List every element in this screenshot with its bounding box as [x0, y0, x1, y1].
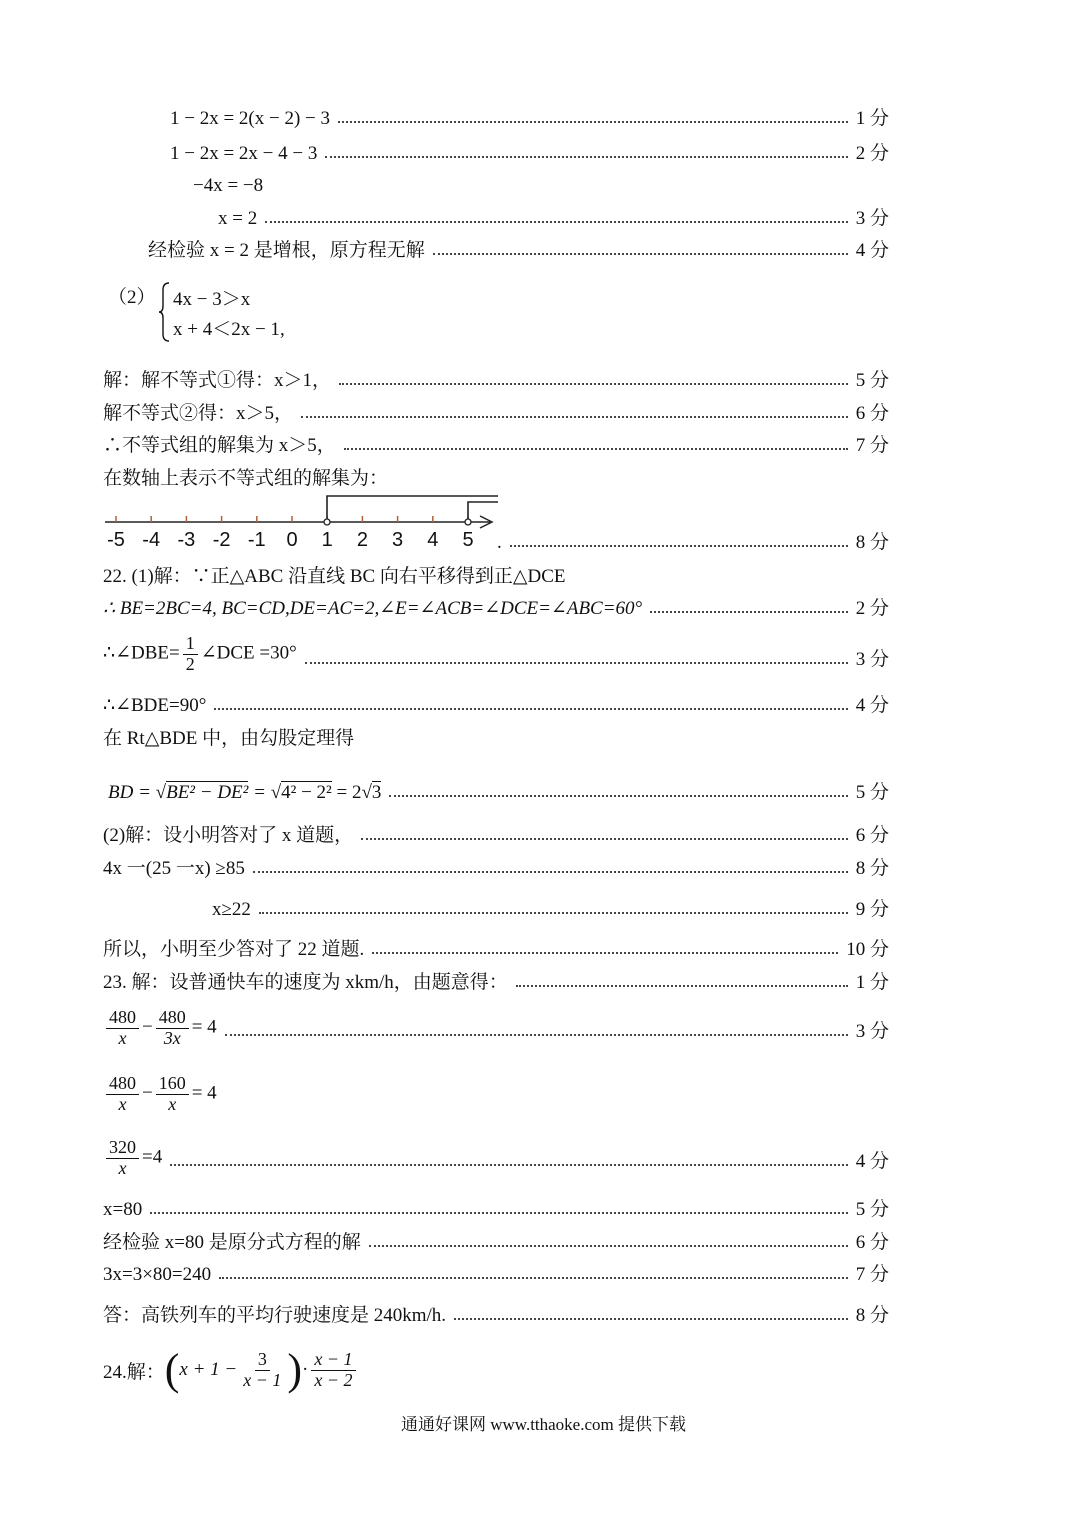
- operator: −: [142, 1016, 153, 1038]
- eq-line: [103, 1130, 889, 1186]
- tick-label: 0: [286, 529, 298, 551]
- dot-leader: [305, 662, 848, 664]
- eq-text: 1 − 2x = 2(x − 2) − 3: [170, 108, 331, 129]
- radicand: BE² − DE²: [166, 782, 249, 803]
- tick-label: -3: [177, 529, 196, 551]
- denominator: 2: [185, 653, 195, 674]
- dot-leader: [214, 708, 847, 710]
- tick-label: -2: [212, 529, 231, 551]
- eq-line: [103, 1066, 889, 1122]
- tick-label: -5: [107, 529, 125, 551]
- dot-leader: [516, 985, 848, 987]
- dot-leader: [433, 253, 848, 255]
- eq-line: [103, 1189, 889, 1221]
- eq-text: [103, 1008, 217, 1049]
- score: 5 分: [855, 782, 889, 803]
- score: 2 分: [855, 598, 889, 619]
- eq-line: [103, 556, 889, 588]
- inequality-system: [108, 282, 285, 340]
- sqrt-icon: √: [155, 782, 167, 803]
- eq-text: ∴ BE=2BC=4, BC=CD,DE=AC=2,∠E=∠ACB=∠DCE=∠ABC=60°: [103, 598, 643, 619]
- score: 8 分: [855, 1305, 889, 1326]
- eq-text: x = 2: [218, 208, 258, 229]
- tick-label: 3: [392, 529, 404, 551]
- score: 5 分: [855, 1199, 889, 1220]
- sqrt-icon: √: [270, 782, 282, 803]
- eq-line: [108, 768, 889, 804]
- left-paren-icon: (: [164, 1345, 180, 1394]
- numerator: x − 1: [311, 1350, 355, 1371]
- eq-line: [103, 962, 889, 994]
- eq-text: −4x = −8: [193, 175, 264, 196]
- numerator: 1: [183, 634, 198, 655]
- eq-line: [103, 815, 889, 847]
- period: .: [497, 532, 502, 553]
- eq-line: [103, 1254, 889, 1286]
- eq-line: [170, 133, 889, 165]
- radicand: 3: [371, 782, 382, 803]
- tick-label: 5: [462, 529, 474, 551]
- eq-line: [103, 718, 889, 750]
- eq-rhs: = 4: [191, 1016, 217, 1038]
- dot-leader: [253, 871, 848, 873]
- dot-leader: [325, 156, 847, 158]
- dot-leader: [219, 1277, 848, 1279]
- dot-leader: [510, 545, 848, 547]
- eq-text: 所以，小明至少答对了 22 道题.: [103, 939, 365, 960]
- eq-line: [193, 165, 493, 197]
- score: 4 分: [855, 695, 889, 716]
- eq-text: 解不等式②得：x＞5，: [103, 403, 294, 424]
- denominator: x − 2: [314, 1369, 353, 1390]
- eq-line: [497, 522, 889, 554]
- eq-text: ∴∠BDE=90°: [103, 695, 207, 716]
- eq-text: 答：高铁列车的平均行驶速度是 240km/h.: [103, 1305, 447, 1326]
- fraction: [311, 1350, 355, 1391]
- eq-line: [103, 588, 889, 620]
- eq-text: 在 Rt△BDE 中，由勾股定理得: [103, 728, 355, 749]
- score: 5 分: [855, 370, 889, 391]
- part-label: （2）: [108, 287, 156, 308]
- eq-text: 经检验 x = 2 是增根，原方程无解: [148, 240, 425, 261]
- score: 3 分: [855, 1021, 889, 1042]
- denominator: 3x: [163, 1027, 181, 1048]
- dot-leader: [650, 611, 848, 613]
- fraction: [106, 1008, 139, 1049]
- score: 2 分: [855, 143, 889, 164]
- eq-line: [103, 628, 889, 680]
- eq-line: [218, 198, 889, 230]
- denominator: x: [118, 1027, 127, 1048]
- eq-line: [103, 929, 889, 961]
- fraction: [106, 1138, 139, 1179]
- eq-text: [108, 782, 381, 804]
- question-label: 24.解：: [103, 1361, 165, 1383]
- eq-text: [103, 1138, 162, 1179]
- eq-text: 经检验 x=80 是原分式方程的解: [103, 1232, 361, 1253]
- dot-leader: [225, 1034, 848, 1036]
- denominator: x: [168, 1093, 177, 1114]
- dot-leader: [150, 1212, 848, 1214]
- score: 7 分: [855, 435, 889, 456]
- numerator: 3: [255, 1350, 270, 1371]
- brace-icon: [158, 282, 170, 342]
- score: 6 分: [855, 403, 889, 424]
- dot-operator-icon: ·: [302, 1359, 309, 1380]
- dot-leader: [372, 952, 838, 954]
- sqrt-icon: √: [361, 782, 372, 803]
- open-point-1: [324, 519, 330, 525]
- score: 3 分: [855, 208, 889, 229]
- number-line: [100, 490, 510, 552]
- score: 6 分: [855, 825, 889, 846]
- eq-line: [103, 458, 889, 490]
- dot-leader: [265, 221, 848, 223]
- eq-text: [103, 1074, 217, 1115]
- score: 4 分: [855, 240, 889, 261]
- dot-leader: [170, 1164, 848, 1166]
- eq-rhs: =4: [142, 1146, 163, 1168]
- system-line-1: 4x − 3＞x: [173, 289, 251, 310]
- eq-text: ∴不等式组的解集为 x＞5，: [103, 435, 336, 456]
- right-paren-icon: ): [287, 1345, 303, 1394]
- tick-label: -4: [142, 529, 161, 551]
- system-line-2-text: x + 4＜2x − 1: [173, 319, 280, 340]
- numerator: 480: [156, 1008, 189, 1029]
- operator: −: [142, 1082, 153, 1104]
- open-point-5: [465, 519, 471, 525]
- eq-line: [148, 230, 889, 262]
- tick-label: 1: [321, 529, 333, 551]
- numerator: 480: [106, 1008, 139, 1029]
- dot-leader: [389, 795, 847, 797]
- system-line-2: [173, 314, 285, 341]
- eq-text: 在数轴上表示不等式组的解集为：: [103, 468, 389, 489]
- eq-text: x=80: [103, 1199, 143, 1220]
- solution-bracket-2: [468, 502, 498, 522]
- eq-text: 解：解不等式①得：x＞1，: [103, 370, 332, 391]
- score: 8 分: [855, 532, 889, 553]
- tick-label: 4: [427, 529, 439, 551]
- eq-line: [103, 1222, 889, 1254]
- dot-leader: [454, 1318, 848, 1320]
- eq-text: (2)解：设小明答对了 x 道题，: [103, 825, 354, 846]
- fraction: [240, 1350, 284, 1391]
- score: 9 分: [855, 899, 889, 920]
- dot-leader: [339, 383, 848, 385]
- numerator: 480: [106, 1074, 139, 1095]
- tick-label: 2: [356, 529, 368, 551]
- eq-text: 3x=3×80=240: [103, 1264, 212, 1285]
- score: 4 分: [855, 1151, 889, 1172]
- eq-text: [103, 634, 297, 675]
- eq-text: x≥22: [212, 899, 251, 920]
- eq-line: [103, 1295, 889, 1327]
- score: 7 分: [855, 1264, 889, 1285]
- eq-text: 23. 解：设普通快车的速度为 xkm/h，由题意得：: [103, 972, 508, 993]
- numerator: 320: [106, 1138, 139, 1159]
- dot-leader: [361, 838, 848, 840]
- eq-line: [103, 1000, 889, 1056]
- score: 8 分: [855, 858, 889, 879]
- dot-leader: [369, 1245, 848, 1247]
- denominator: x: [118, 1093, 127, 1114]
- eq-text: 4x 一(25 一x) ≥85: [103, 858, 245, 879]
- fraction: [183, 634, 198, 675]
- dot-leader: [259, 912, 848, 914]
- eq-text: 1 − 2x = 2x − 4 − 3: [170, 143, 318, 164]
- eq-pre: ∴∠DBE=: [103, 642, 180, 664]
- fraction: [106, 1074, 139, 1115]
- radicand: 4² − 2²: [281, 782, 332, 803]
- eq-sign: =: [253, 782, 266, 803]
- eq-line: [103, 393, 889, 425]
- score: 3 分: [855, 649, 889, 670]
- dot-leader: [338, 121, 848, 123]
- score: 6 分: [855, 1232, 889, 1253]
- eq-line: [103, 1340, 889, 1400]
- fraction: [156, 1008, 189, 1049]
- eq-sign: = 2: [336, 782, 362, 803]
- eq-line: [103, 360, 889, 392]
- solution-bracket-1: [327, 496, 498, 522]
- system-comma: ,: [279, 319, 285, 340]
- score: 10 分: [846, 939, 889, 960]
- eq-text: 22. (1)解：∵正△ABC 沿直线 BC 向右平移得到正△DCE: [103, 566, 566, 587]
- denominator: x: [118, 1157, 127, 1178]
- eq-line: [170, 98, 889, 130]
- eq-rhs: = 4: [191, 1082, 217, 1104]
- tick-label: -1: [247, 529, 266, 551]
- score: 1 分: [855, 972, 889, 993]
- page-footer: 通通好课网 www.tthaoke.com 提供下载: [400, 1415, 687, 1434]
- eq-pre: BD =: [108, 782, 151, 803]
- eq-text: [103, 1345, 359, 1394]
- eq-line: [103, 425, 889, 457]
- eq-line: [212, 889, 889, 921]
- eq-line: [103, 685, 889, 717]
- eq-term: x + 1 −: [179, 1359, 238, 1380]
- numerator: 160: [156, 1074, 189, 1095]
- eq-post: ∠DCE =30°: [200, 642, 297, 664]
- eq-line: [103, 848, 889, 880]
- score: 1 分: [855, 108, 889, 129]
- denominator: x − 1: [243, 1369, 282, 1390]
- dot-leader: [344, 448, 848, 450]
- fraction: [156, 1074, 189, 1115]
- dot-leader: [301, 416, 848, 418]
